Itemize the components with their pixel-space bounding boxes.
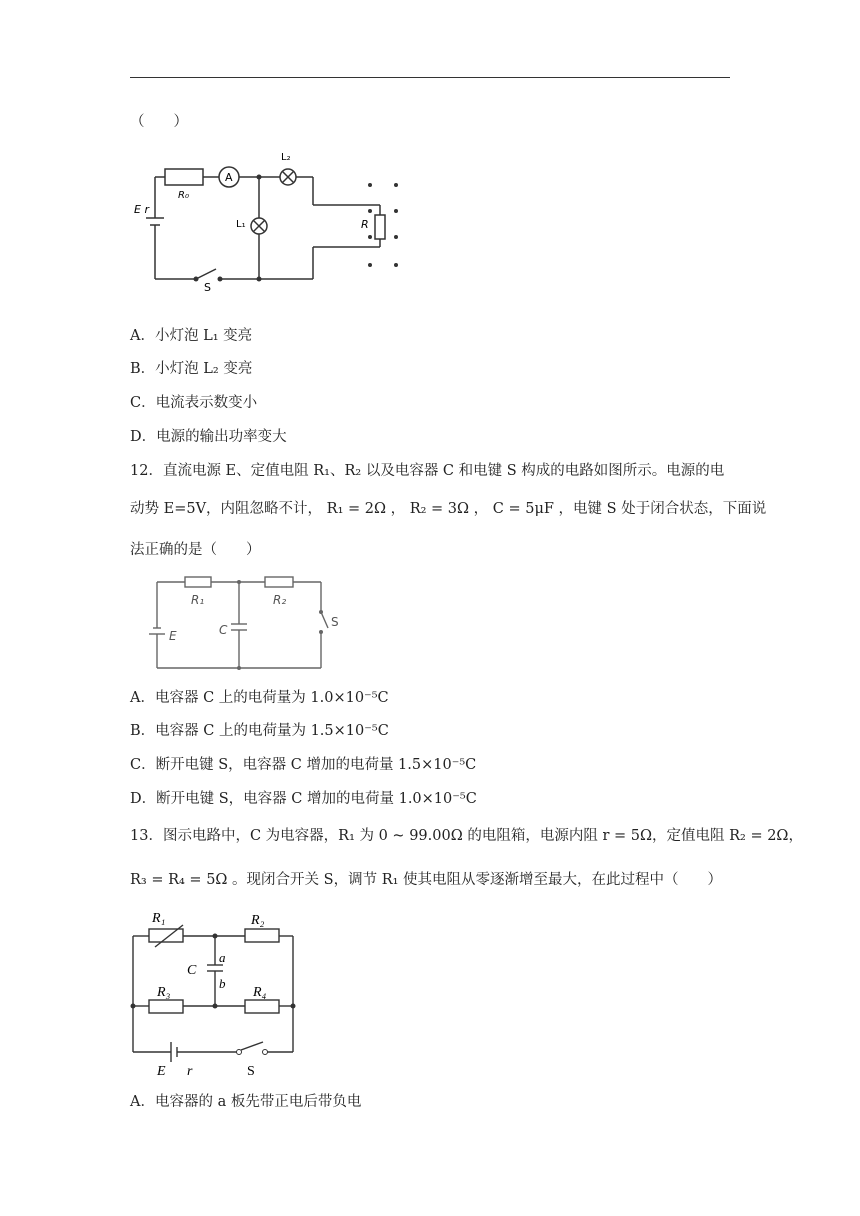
label-E: E <box>169 629 177 643</box>
q11-option-b: B．小灯泡 L₂ 变亮 <box>130 361 253 377</box>
label-E-r: E r <box>134 203 149 216</box>
label-L2: L₂ <box>281 152 291 163</box>
label-C: C <box>219 623 228 637</box>
header-rule <box>130 77 730 78</box>
label-R4: R₄ <box>253 985 267 1000</box>
label-R2: R₂ <box>273 593 287 607</box>
q12-option-d: D．断开电键 S，电容器 C 增加的电荷量 1.0×10⁻⁵C <box>130 791 477 807</box>
q13-circuit-diagram <box>125 905 305 1080</box>
q11-option-d: D．电源的输出功率变大 <box>130 429 287 445</box>
q12-stem-line3: 法正确的是（ ） <box>130 542 261 558</box>
q12-stem-line1: 12．直流电源 E、定值电阻 R₁、R₂ 以及电容器 C 和电键 S 构成的电路如图所示。电源的电 <box>130 463 725 479</box>
label-r: r <box>187 1064 193 1079</box>
q12-stem-line2: 动势 E=5V，内阻忽略不计， R₁ = 2Ω ， R₂ = 3Ω ， C = 5μF ，电键 S 处于闭合状态，下面说 <box>130 501 767 517</box>
label-C: C <box>187 963 197 978</box>
label-ammeter: A <box>225 171 233 184</box>
label-R: R <box>361 218 369 231</box>
q12-option-b: B．电容器 C 上的电荷量为 1.5×10⁻⁵C <box>130 723 389 739</box>
label-E: E <box>157 1064 166 1079</box>
q13-option-a: A．电容器的 a 板先带正电后带负电 <box>130 1094 362 1110</box>
q11-option-a: A．小灯泡 L₁ 变亮 <box>130 328 253 344</box>
label-R1: R₁ <box>152 911 166 926</box>
q12-option-c: C．断开电键 S，电容器 C 增加的电荷量 1.5×10⁻⁵C <box>130 757 477 773</box>
label-R1: R₁ <box>191 593 205 607</box>
q13-stem-line2: R₃ = R₄ = 5Ω 。现闭合开关 S，调节 R₁ 使其电阻从零逐渐增至最大，在此过程中（ ） <box>130 872 723 888</box>
q11-stem-end: （ ） <box>130 114 188 130</box>
label-R3: R₃ <box>157 985 171 1000</box>
q12-option-a: A．电容器 C 上的电荷量为 1.0×10⁻⁵C <box>130 690 389 706</box>
label-S: S <box>247 1064 255 1079</box>
label-b: b <box>219 976 226 991</box>
q11-option-c: C．电流表示数变小 <box>130 395 258 411</box>
label-R2: R₂ <box>251 913 265 928</box>
label-R0: R₀ <box>178 190 189 201</box>
label-a: a <box>219 950 226 965</box>
label-L1: L₁ <box>236 219 246 230</box>
q12-circuit-diagram <box>145 572 360 677</box>
label-S: S <box>331 615 339 629</box>
q11-circuit-diagram <box>130 145 420 295</box>
q13-stem-line1: 13．图示电路中，C 为电容器，R₁ 为 0 ~ 99.00Ω 的电阻箱，电源内阻 r = 5Ω，定值电阻 R₂ = 2Ω， <box>130 828 803 844</box>
label-S: S <box>204 281 211 294</box>
